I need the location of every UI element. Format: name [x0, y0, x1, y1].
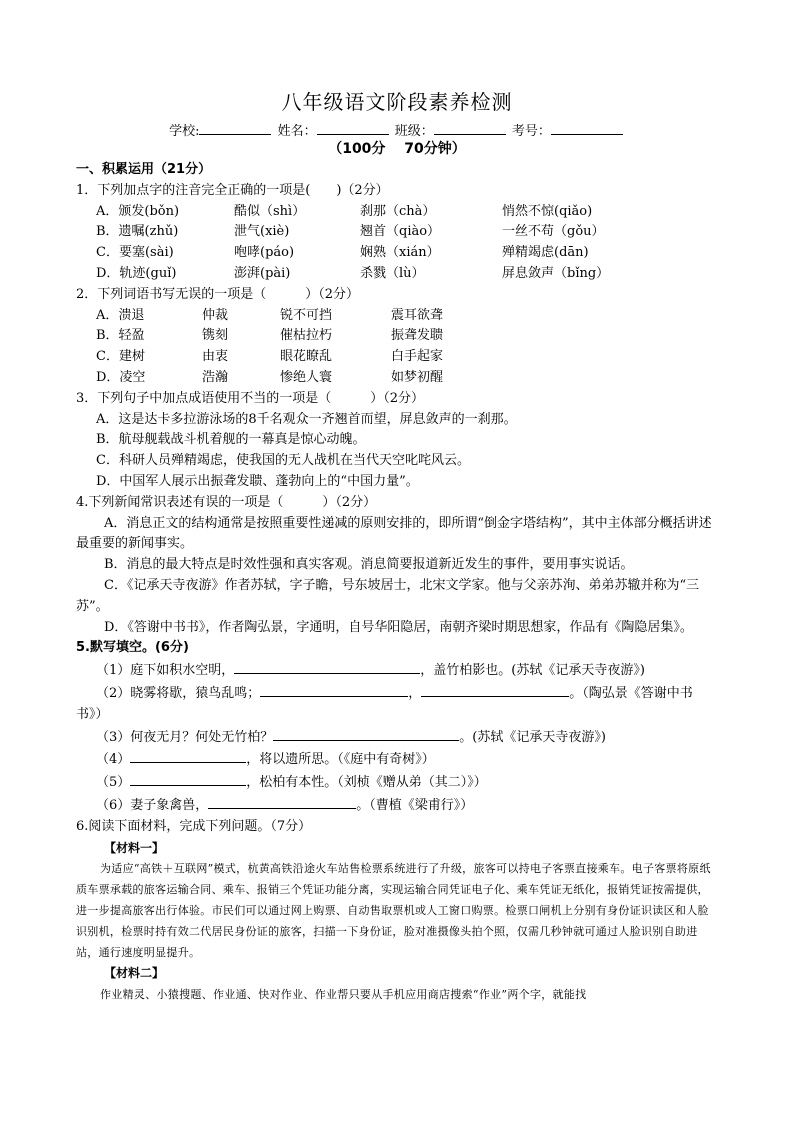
option-cell: 锐不可挡: [280, 307, 333, 323]
question-1-row-a: [76, 202, 718, 223]
answer-blank[interactable]: [130, 748, 246, 763]
item-text: ，: [408, 685, 422, 701]
option-cell: 催枯拉朽: [280, 328, 333, 344]
question-5-item-1: [76, 659, 718, 682]
answer-blank[interactable]: [208, 794, 356, 809]
question-1-stem: 1．下列加点字的注音完全正确的一项是( )（2分）: [76, 182, 389, 198]
question-4-stem: 4.下列新闻常识表述有误的一项是（ ）（2分）: [76, 494, 377, 510]
name-label: 姓名：: [277, 124, 317, 139]
option-cell: 刹那（chà）: [360, 203, 436, 219]
item-text: （1）庭下如积水空明，: [96, 663, 235, 679]
question-2-stem: 2．下列词语书写无误的一项是（ ）（2分）: [76, 286, 360, 302]
option-cell: 澎湃(pài): [234, 265, 291, 281]
question-5-stem: 5.默写填空。(6分): [76, 640, 189, 656]
question-3-stem: 3．下列句子中加点成语使用不当的一项是（ ）（2分）: [76, 390, 425, 406]
material-2-title: 【材料二】: [104, 966, 165, 981]
question-5-item-3: [76, 726, 718, 749]
item-text: （6）妻子象禽兽，: [96, 797, 209, 813]
option-cell[interactable]: C．要塞(sài): [96, 245, 174, 261]
exam-no-label: 考号：: [511, 124, 551, 139]
answer-blank[interactable]: [421, 682, 569, 697]
question-2-row-b: [76, 326, 718, 347]
exam-content: [76, 160, 718, 1005]
material-1-title: 【材料一】: [104, 840, 165, 855]
option-cell: 由衷: [202, 349, 229, 365]
question-1-row-d: [76, 264, 718, 285]
option-cell[interactable]: A．颁发(bǒn): [96, 203, 180, 219]
option-cell[interactable]: C．建树: [96, 349, 145, 365]
option-cell: 白手起家: [391, 349, 444, 365]
option-cell: 眼花瞭乱: [280, 349, 333, 365]
option-cell[interactable]: A．溃退: [96, 307, 145, 323]
question-5-item-5: [76, 771, 718, 794]
question-1-row-b: [76, 222, 718, 243]
option-cell[interactable]: D．凌空: [96, 369, 146, 385]
option-cell[interactable]: B．遗嘱(zhǔ): [96, 224, 179, 240]
option-cell: 殚精竭虑(dān): [502, 245, 589, 261]
answer-blank[interactable]: [260, 682, 408, 697]
score-time: （100分 70分钟）: [328, 141, 466, 157]
item-text: 。（曹植《梁甫行》）: [356, 797, 474, 813]
question-4-option-a[interactable]: A．消息正文的结构通常是按照重要性递减的原则安排的，即所谓“倒金字塔结构”，其中主体部分概括讲述最重要的新闻事实。: [76, 515, 712, 552]
option-cell: 如梦初醒: [391, 369, 444, 385]
item-text: 。(苏轼《记承天寺夜游》): [459, 729, 606, 745]
option-cell: 酷似（shì）: [234, 203, 306, 219]
question-2-row-c: [76, 347, 718, 368]
option-cell: 娴熟（xián）: [360, 245, 440, 261]
option-cell: 泄气(xiè): [234, 224, 290, 240]
item-text: （3）何夜无月？何处无竹柏？: [96, 729, 274, 745]
material-2-text: 作业精灵、小猿搜题、作业通、快对作业、作业帮只要从手机应用商店搜索“作业”两个字，就能找: [100, 988, 587, 1002]
question-3-option-a[interactable]: A．这是达卡多拉游泳场的8千名观众一齐翘首而望，屏息敛声的一刹那。: [96, 411, 517, 427]
page-title: 八年级语文阶段素养检测: [281, 90, 513, 114]
question-1-row-c: [76, 243, 718, 264]
question-2-row-a: [76, 306, 718, 327]
question-4-option-c[interactable]: C．《记承天寺夜游》作者苏轼，字子瞻，号东坡居士，北宋文学家。他与父亲苏洵、弟弟苏辙并称为“三苏”。: [76, 577, 700, 614]
item-text: ，松柏有本性。（刘桢《赠从弟（其二）》）: [246, 775, 487, 791]
option-cell: 翘首（qiào）: [360, 224, 441, 240]
answer-blank[interactable]: [234, 659, 420, 674]
question-2-row-d: [76, 368, 718, 389]
class-blank[interactable]: [434, 122, 506, 135]
school-blank[interactable]: [199, 122, 271, 135]
question-6-stem: 6.阅读下面材料，完成下列问题。（7分）: [76, 818, 312, 834]
question-3-option-d[interactable]: D．中国军人展示出振聋发聩、蓬勃向上的“中国力量”。: [96, 473, 419, 489]
option-cell: 杀戮（lù）: [360, 265, 425, 281]
school-label: 学校:: [169, 124, 200, 139]
item-text: （2）晓雾将歇，猿鸟乱鸣；: [96, 685, 261, 701]
option-cell: 震耳欲聋: [391, 307, 444, 323]
option-cell: 仲裁: [202, 307, 229, 323]
option-cell: 惨绝人寰: [280, 369, 333, 385]
option-cell: 振聋发聩: [391, 328, 444, 344]
option-cell: 咆哮(páo): [234, 245, 295, 261]
question-5-item-2: [76, 682, 718, 726]
answer-blank[interactable]: [273, 726, 459, 741]
class-label: 班级：: [394, 124, 434, 139]
answer-blank[interactable]: [130, 771, 246, 786]
item-text: ，盖竹柏影也。(苏轼《记承天寺夜游》): [420, 663, 645, 679]
item-text: ，将以遗所思。（《庭中有奇树》）: [246, 752, 435, 768]
option-cell[interactable]: B．轻盈: [96, 328, 145, 344]
name-blank[interactable]: [317, 122, 389, 135]
option-cell: 悄然不惊(qiǎo): [502, 203, 593, 219]
question-4-option-d[interactable]: D．《答谢中书书》，作者陶弘景，字通明，自号华阳隐居，南朝齐梁时期思想家，作品有《陶隐居集》。: [104, 619, 693, 635]
question-3-option-c[interactable]: C．科研人员殚精竭虑，使我国的无人战机在当代天空叱咤风云。: [96, 453, 470, 469]
student-info-line: [0, 120, 794, 139]
item-text: （4）: [96, 752, 131, 768]
question-5-item-6: [76, 794, 718, 817]
option-cell[interactable]: D．轨迹(guǐ): [96, 265, 177, 281]
option-cell: 屏息敛声（bǐng）: [502, 265, 610, 281]
material-1-text: 为适应“高铁＋互联网”模式，杭黄高铁沿途火车站售检票系统进行了升级，旅客可以持电子客票直接乘车。电子客票将原纸质车票承载的旅客运输合同、乘车、报销三个凭证功能分离，实现运输合同凭证电子化、乘车凭证无纸化，报销凭证按需提供，进一步提高旅客出行体验。市民们可以通过网上购票、自动售取票机或人工窗口购票。检票口闸机上分别有身份证识读区和人脸识别机，检票时持有效二代居民身份证的旅客，扫描一下身份证，脸对准摄像头拍个照，仅需几秒钟就可通过人脸识别自助进站，通行速度明显提升。: [76, 862, 711, 960]
option-cell: 一丝不苟（gǒu）: [502, 224, 605, 240]
exam-no-blank[interactable]: [551, 122, 623, 135]
option-cell: 镌刻: [202, 328, 229, 344]
question-3-option-b[interactable]: B．航母舰载战斗机着舰的一幕真是惊心动魄。: [96, 432, 366, 448]
item-text: （5）: [96, 775, 131, 791]
option-cell: 浩瀚: [202, 369, 229, 385]
section-heading: 一、积累运用（21分）: [76, 162, 212, 177]
item-text: 。（陶弘景《答谢中书书》）: [76, 685, 693, 722]
question-4-option-b[interactable]: B．消息的最大特点是时效性强和真实客观。消息简要报道新近发生的事件，要用事实说话。: [104, 557, 634, 573]
question-5-item-4: [76, 748, 718, 771]
